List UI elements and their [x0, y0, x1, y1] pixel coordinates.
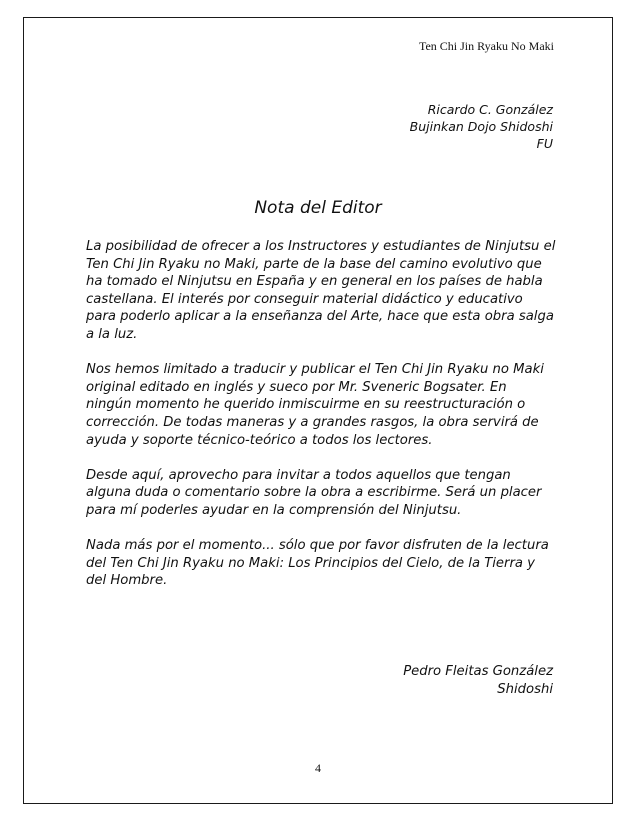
document-page	[23, 17, 613, 804]
paragraph: Nos hemos limitado a traducir y publicar el Ten Chi Jin Ryaku no Maki original editado en inglés y sueco por Mr. Sveneric Bogsater. En ningún momento he querido inmiscuirme en su reestructuración o corrección. De todas maneras y a grandes rasgos, la obra servirá de ayuda y soporte técnico-teórico a todos los lectores.	[86, 362, 544, 448]
author-rank: FU	[536, 136, 553, 151]
paragraph: La posibilidad de ofrecer a los Instructores y estudiantes de Ninjutsu el Ten Chi Jin Ryaku no Maki, parte de la base del camino evolutivo que ha tomado el Ninjutsu en España y en general en los países de habla castellana. El interés por conseguir material didáctico y educativo para poderlo aplicar a la enseñanza del Arte, hace que esta obra salga a la luz.	[86, 239, 556, 342]
signature-block	[403, 663, 553, 699]
note-body	[86, 238, 556, 607]
author-dojo: Bujinkan Dojo Shidoshi	[409, 119, 553, 134]
page-number: 4	[315, 761, 321, 775]
running-header: Ten Chi Jin Ryaku No Maki	[418, 39, 554, 53]
signature-title: Shidoshi	[497, 682, 553, 697]
paragraph: Nada más por el momento... sólo que por favor disfruten de la lectura del Ten Chi Jin Ryaku no Maki: Los Principios del Cielo, de la Tierra y del Hombre.	[86, 538, 549, 589]
author-block	[410, 101, 553, 152]
paragraph: Desde aquí, aprovecho para invitar a todos aquellos que tengan alguna duda o comentario sobre la obra a escribirme. Será un placer para mí poderles ayudar en la comprensión del Ninjutsu.	[86, 467, 542, 518]
signature-name: Pedro Fleitas González	[403, 664, 553, 679]
author-name: Ricardo C. González	[427, 102, 553, 117]
note-title: Nota del Editor	[254, 198, 382, 218]
